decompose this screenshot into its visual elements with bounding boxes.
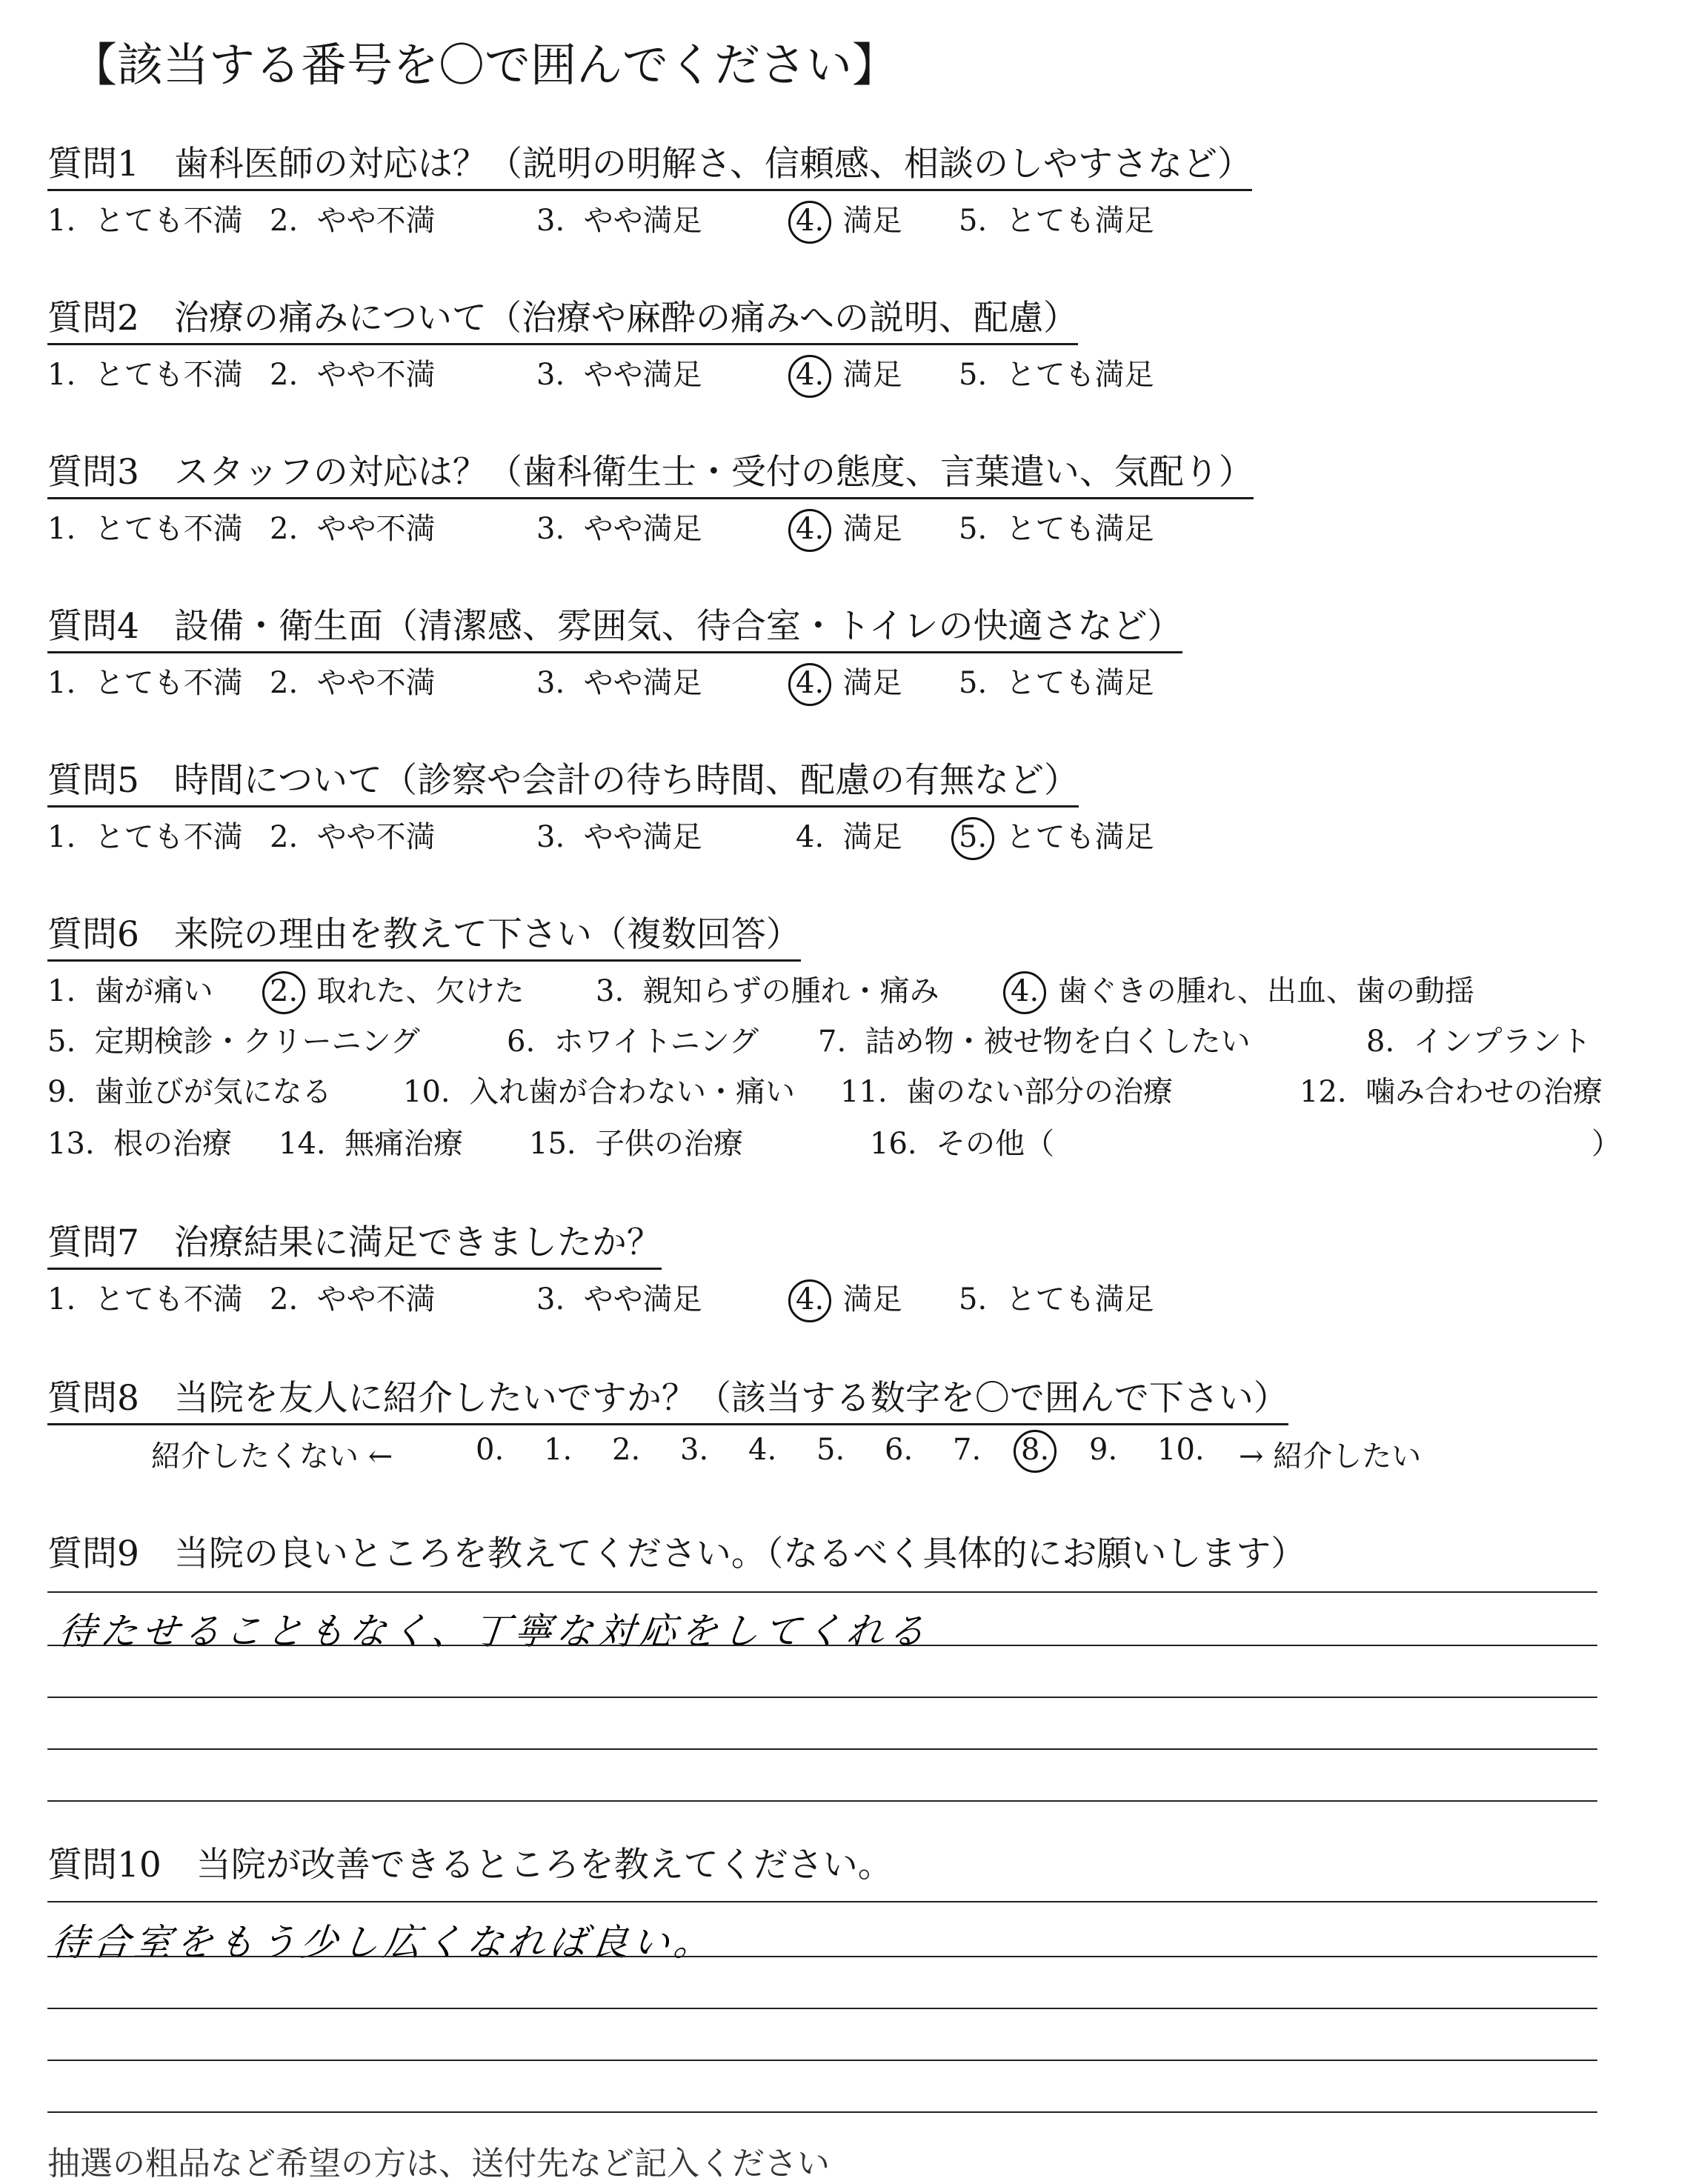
question-2-title: 質問2 治療の痛みについて（治療や麻酔の痛みへの説明、配慮） [47,290,1078,345]
q6-option-8 [1366,1018,1591,1060]
q6-option-close [1591,1120,1621,1162]
q6-option-12-label: 噛み合わせの治療 [1365,1075,1603,1109]
q2-option-5-label: とても満足 [1005,358,1154,392]
q4-option-4-label: 満足 [842,666,902,700]
q3-option-3-label: やや満足 [583,512,702,546]
q8-number-label: 5. [816,1433,845,1467]
q7-option-5-label: とても満足 [1005,1282,1154,1316]
q3-option-1-number: 1. [47,512,76,546]
q4-option-3 [536,659,702,702]
question-9-title: 質問9 当院の良いところを教えてください。（なるべく具体的にお願いします） [47,1534,1306,1574]
q4-option-2 [270,659,436,702]
q5-option-5-number: 5. [959,820,988,854]
q6-option-10 [403,1068,795,1111]
q7-option-1-label: とても不満 [94,1282,243,1316]
q3-option-3 [536,505,702,547]
q7-option-2-label: やや不満 [316,1282,436,1316]
q1-option-2-number: 2. [270,204,299,238]
q3-option-4 [796,505,902,547]
q5-option-2-label: やや不満 [316,820,436,854]
q7-option-5 [959,1276,1154,1318]
question-5-options [47,813,1307,852]
q6-option-13-number: 13. [47,1127,95,1161]
q4-option-1-number: 1. [47,666,76,700]
q8-number-label: 3. [680,1433,709,1467]
q2-option-5 [959,351,1154,393]
q6-option-5-label: 定期検診・クリーニング [94,1025,420,1059]
answer-line [47,2111,1597,2113]
q5-option-2 [270,813,436,856]
q6-option-close-label: ） [1591,1127,1621,1161]
q2-option-4-number: 4. [796,358,825,392]
q5-option-1 [47,813,243,856]
q3-option-5-number: 5. [959,512,988,546]
question-7-options [47,1276,1307,1314]
q8-right-label: → 紹介したい [1239,1439,1422,1474]
q6-option-10-number: 10. [403,1075,450,1109]
q6-option-6-number: 6. [507,1025,536,1059]
question-2-options [47,351,1307,390]
q2-option-3-number: 3. [536,358,565,392]
question-1-title: 質問1 歯科医師の対応は？（説明の明解さ、信頼感、相談のしやすさなど） [47,136,1252,191]
q4-option-3-label: やや満足 [583,666,702,700]
question-3-options [47,505,1307,544]
q8-number-9 [1089,1433,1117,1467]
question-6-options-row-4 [47,1120,1648,1159]
q6-option-9 [47,1068,332,1111]
q6-option-11 [840,1068,1173,1111]
question-7-title: 質問7 治療結果に満足できましたか？ [47,1215,662,1270]
q2-option-3-label: やや満足 [583,358,702,392]
q5-option-5-label: とても満足 [1005,820,1154,854]
q1-option-2-label: やや不満 [316,204,436,238]
q7-option-3-label: やや満足 [583,1282,702,1316]
q8-number-4 [748,1433,776,1467]
q8-number-label: 6. [885,1433,914,1467]
q7-option-4-number: 4. [796,1282,825,1316]
q6-option-9-label: 歯並びが気になる [94,1075,332,1109]
q6-option-15-number: 15. [529,1127,576,1161]
q6-option-11-label: 歯のない部分の治療 [906,1075,1174,1109]
q4-option-2-label: やや不満 [316,666,436,700]
q8-number-8 [1021,1433,1049,1467]
q4-option-1-label: とても不満 [94,666,243,700]
q6-option-4-number: 4. [1011,974,1039,1008]
answer-line [47,1901,1597,1902]
question-8-scale [47,1433,1529,1474]
q1-option-3-label: やや満足 [583,204,702,238]
answer-line [47,1956,1597,1957]
q3-option-1-label: とても不満 [94,512,243,546]
q2-option-5-number: 5. [959,358,988,392]
q6-option-9-number: 9. [47,1075,76,1109]
q4-option-1 [47,659,243,702]
q3-option-2-number: 2. [270,512,299,546]
q2-option-2-label: やや不満 [316,358,436,392]
q6-option-14 [279,1120,463,1162]
q1-option-1 [47,197,243,239]
q6-option-2 [270,968,525,1010]
q2-option-4 [796,351,902,393]
q6-option-3-number: 3. [596,974,625,1008]
q6-option-13-label: 根の治療 [113,1127,233,1161]
q3-option-1 [47,505,243,547]
q1-option-5-number: 5. [959,204,988,238]
page-title: 【該当する番号を〇で囲んでください】 [71,38,899,92]
question-6-options-row-2 [47,1018,1648,1059]
q1-option-3 [536,197,702,239]
q6-option-3-label: 親知らずの腫れ・痛み [642,974,939,1008]
answer-line [47,1645,1597,1646]
q8-number-7 [953,1433,981,1467]
q8-number-label: 10. [1157,1433,1205,1467]
q6-option-7-number: 7. [818,1025,847,1059]
answer-line [47,2060,1597,2061]
q6-option-13 [47,1120,232,1162]
q6-option-7 [818,1018,1251,1060]
q5-option-3 [536,813,702,856]
q6-option-6 [507,1018,759,1060]
q5-option-1-label: とても不満 [94,820,243,854]
answer-line [47,1697,1597,1698]
q8-number-label: 0. [476,1433,505,1467]
q6-option-1 [47,968,213,1010]
q8-number-1 [544,1433,572,1467]
q6-option-16-number: 16. [870,1127,917,1161]
q6-option-4-label: 歯ぐきの腫れ、出血、歯の動揺 [1057,974,1475,1008]
question-9-handwritten-answer: 待たせることもなく、丁寧な対応をしてくれる [56,1610,932,1653]
q6-option-6-label: ホワイトニング [553,1025,759,1059]
q6-option-5 [47,1018,420,1060]
q1-option-4-number: 4. [796,204,825,238]
q6-option-8-label: インプラント [1413,1025,1591,1059]
q2-option-2-number: 2. [270,358,299,392]
q3-option-3-number: 3. [536,512,565,546]
q8-number-3 [680,1433,708,1467]
answer-line [47,2008,1597,2009]
q7-option-3 [536,1276,702,1318]
q4-option-4-number: 4. [796,666,825,700]
q5-option-3-label: やや満足 [583,820,702,854]
q7-option-2 [270,1276,436,1318]
q3-option-2 [270,505,436,547]
q6-option-2-label: 取れた、欠けた [316,974,525,1008]
question-5-title: 質問5 時間について（診察や会計の待ち時間、配慮の有無など） [47,753,1079,808]
answer-line [47,1748,1597,1750]
q6-option-3 [596,968,939,1010]
q6-option-11-number: 11. [840,1075,888,1109]
q6-option-1-number: 1. [47,974,76,1008]
question-6-title: 質問6 来院の理由を教えて下さい（複数回答） [47,907,801,962]
question-10-title: 質問10 当院が改善できるところを教えてください。 [47,1845,893,1885]
q7-option-2-number: 2. [270,1282,299,1316]
q1-option-4 [796,197,902,239]
q5-option-1-number: 1. [47,820,76,854]
q1-option-5 [959,197,1154,239]
q2-option-2 [270,351,436,393]
q3-option-4-number: 4. [796,512,825,546]
q1-option-5-label: とても満足 [1005,204,1154,238]
question-4-options [47,659,1307,698]
question-8-title: 質問8 当院を友人に紹介したいですか？（該当する数字を〇で囲んで下さい） [47,1371,1288,1425]
q6-option-14-number: 14. [279,1127,326,1161]
q2-option-1 [47,351,243,393]
q1-option-1-label: とても不満 [94,204,243,238]
q4-option-4 [796,659,902,702]
question-10-handwritten-answer: 待合室をもう少し広くなれば良い。 [49,1921,718,1964]
q4-option-5-label: とても満足 [1005,666,1154,700]
q5-option-2-number: 2. [270,820,299,854]
q6-option-12-number: 12. [1300,1075,1347,1109]
question-6-options-row-3 [47,1068,1648,1107]
q6-option-7-label: 詰め物・被せ物を白くしたい [865,1025,1251,1059]
q3-option-2-label: やや不満 [316,512,436,546]
q4-option-5 [959,659,1154,702]
q8-number-label: 2. [612,1433,641,1467]
q7-option-3-number: 3. [536,1282,565,1316]
q8-number-10 [1157,1433,1205,1467]
q6-option-5-number: 5. [47,1025,76,1059]
q5-option-5 [959,813,1154,856]
q6-option-8-number: 8. [1366,1025,1395,1059]
q3-option-5-label: とても満足 [1005,512,1154,546]
q1-option-3-number: 3. [536,204,565,238]
answer-line [47,1591,1597,1593]
q6-option-16-label: その他（ [936,1127,1055,1161]
q4-option-2-number: 2. [270,666,299,700]
q6-option-12 [1300,1068,1603,1111]
q7-option-4 [796,1276,902,1318]
q8-number-label: 9. [1089,1433,1118,1467]
q2-option-1-number: 1. [47,358,76,392]
q2-option-1-label: とても不満 [94,358,243,392]
question-4-title: 質問4 設備・衛生面（清潔感、雰囲気、待合室・トイレの快適さなど） [47,599,1182,653]
q6-option-15-label: 子供の治療 [595,1127,744,1161]
footer-note: 抽選の粗品など希望の方は、送付先など記入ください [47,2145,830,2183]
q8-number-label: 7. [953,1433,982,1467]
q7-option-5-number: 5. [959,1282,988,1316]
q5-option-4-label: 満足 [842,820,902,854]
q8-left-label: 紹介したくない ← [151,1439,393,1474]
q8-number-2 [612,1433,640,1467]
q7-option-1 [47,1276,243,1318]
q4-option-3-number: 3. [536,666,565,700]
q3-option-5 [959,505,1154,547]
q5-option-4 [796,813,902,856]
q3-option-4-label: 満足 [842,512,902,546]
answer-line [47,1800,1597,1802]
q6-option-10-label: 入れ歯が合わない・痛い [469,1075,796,1109]
q2-option-4-label: 満足 [842,358,902,392]
q6-option-15 [529,1120,743,1162]
question-1-options [47,197,1307,236]
q6-option-1-label: 歯が痛い [94,974,213,1008]
q6-option-14-label: 無痛治療 [345,1127,464,1161]
q8-number-label: 4. [748,1433,777,1467]
q8-number-5 [816,1433,845,1467]
q8-number-6 [885,1433,913,1467]
q5-option-3-number: 3. [536,820,565,854]
q5-option-4-number: 4. [796,820,825,854]
q2-option-3 [536,351,702,393]
q1-option-4-label: 満足 [842,204,902,238]
q8-number-label: 8. [1021,1433,1050,1467]
q6-option-4 [1011,968,1474,1010]
q4-option-5-number: 5. [959,666,988,700]
q1-option-1-number: 1. [47,204,76,238]
question-3-title: 質問3 スタッフの対応は？（歯科衛生士・受付の態度、言葉遣い、気配り） [47,445,1254,499]
q6-option-16 [870,1120,1054,1162]
question-6-options-row-1 [47,968,1648,1006]
q6-option-2-number: 2. [270,974,299,1008]
q8-number-label: 1. [544,1433,573,1467]
q8-number-0 [476,1433,504,1467]
q7-option-4-label: 満足 [842,1282,902,1316]
q1-option-2 [270,197,436,239]
q7-option-1-number: 1. [47,1282,76,1316]
